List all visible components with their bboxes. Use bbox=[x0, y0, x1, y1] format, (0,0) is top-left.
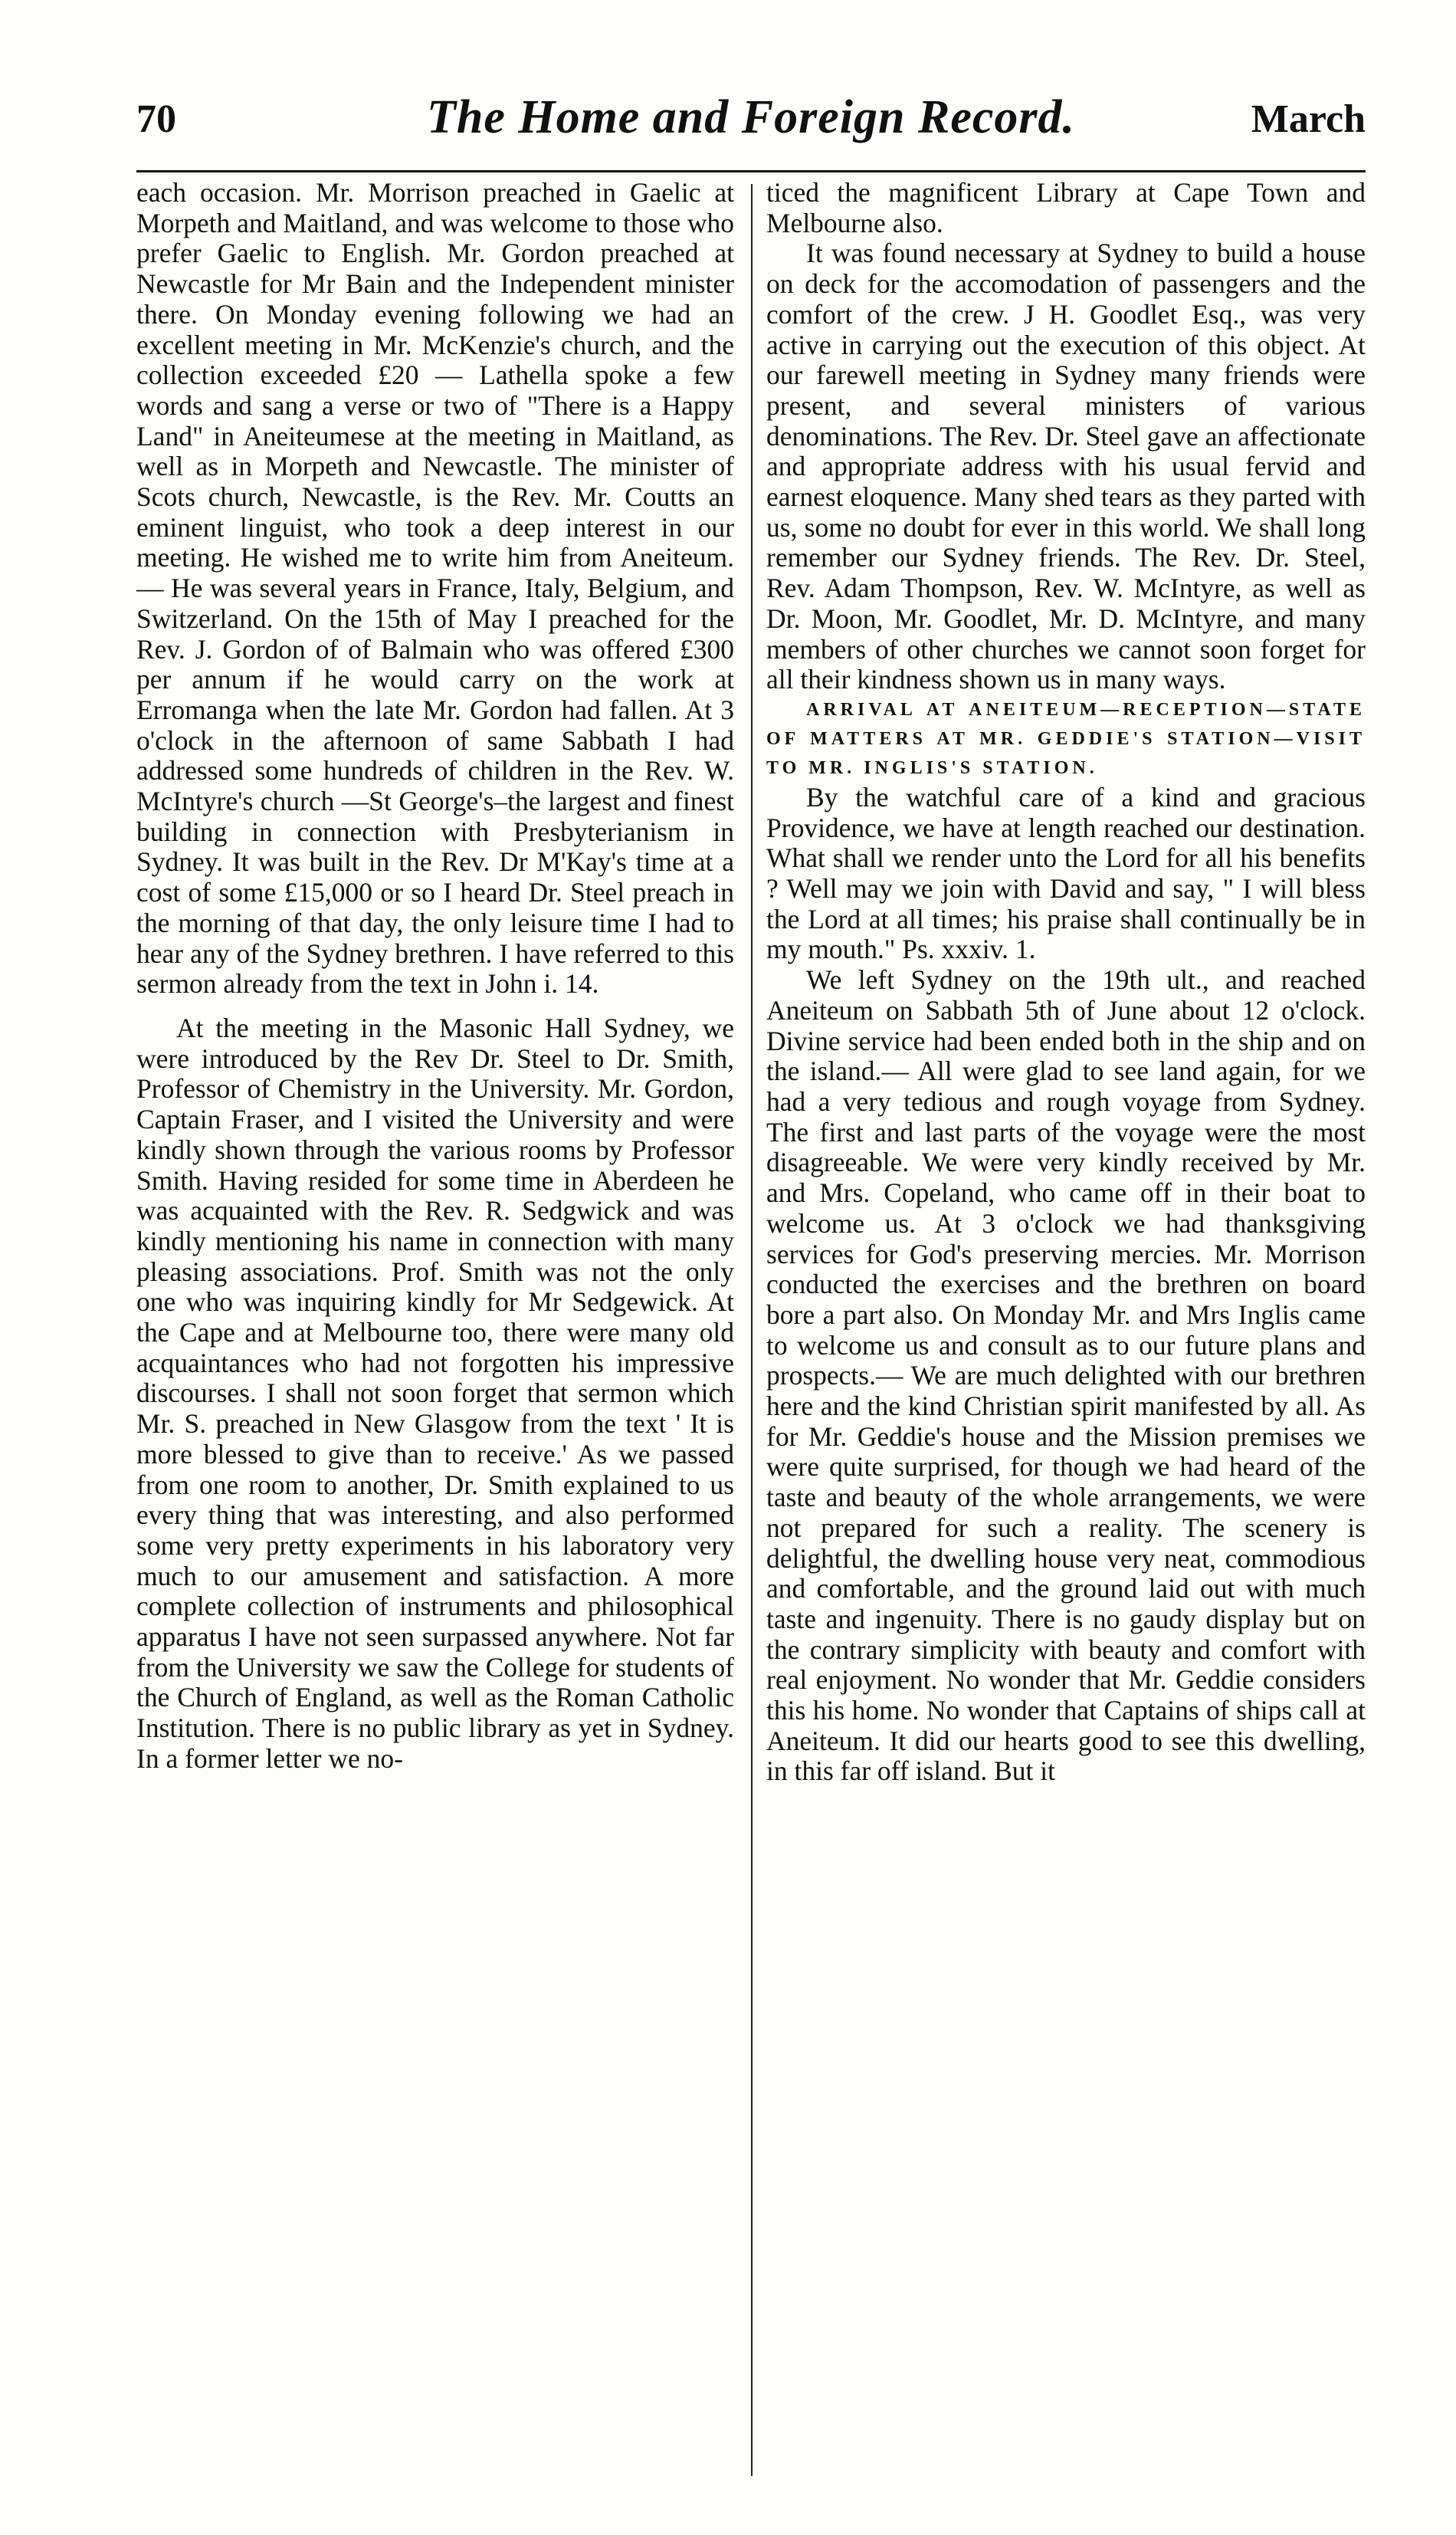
body-paragraph: each occasion. Mr. Morrison preached in Gaelic at Morpeth and Maitland, and was welcome to those who prefer Gaelic to English. Mr. Gordon preached at Newcastle for Mr Bain and the Independent minister there. On Monday evening following we had an excellent meeting in Mr. McKenzie's church, and the collection exceeded £20 — Lathella spoke a few words and sang a verse or two of "There is a Happy Land" in Aneiteumese at the meeting in Maitland, as well as in Morpeth and Newcastle. The minister of Scots church, Newcastle, is the Rev. Mr. Coutts an eminent linguist, who took a deep interest in our meeting. He wished me to write him from Aneiteum.— He was several years in France, Italy, Belgium, and Switzerland. On the 15th of May I preached for the Rev. J. Gordon of of Balmain who was offered £300 per annum if he would carry on the work at Erromanga when the late Mr. Gordon had fallen. At 3 o'clock in the afternoon of same Sabbath I had addressed some hundreds of children in the Rev. W. McIntyre's church —St George's–the largest and finest building in connection with Presbyterianism in Sydney. It was built in the Rev. Dr M'Kay's time at a cost of some £15,000 or so I heard Dr. Steel preach in the morning of that day, the only leisure time I had to hear any of the Sydney brethren. I have referred to this sermon already from the text in John i. 14. bbox=[136, 177, 734, 1000]
body-paragraph: We left Sydney on the 19th ult., and reached Aneiteum on Sabbath 5th of June about 12 o'clock. Divine service had been ended both in the ship and on the island.— All were glad to see land again, for we had a very tedious and rough voyage from Sydney. The first and last parts of the voyage were the most disagreeable. We were very kindly received by Mr. and Mrs. Copeland, who came off in their boat to welcome us. At 3 o'clock we had thanksgiving services for God's preserving mercies. Mr. Morrison conducted the exercises and the brethren on board bore a part also. On Monday Mr. and Mrs Inglis came to welcome us and consult as to our future plans and prospects.— We are much delighted with our brethren here and the kind Christian spirit manifested by all. As for Mr. Geddie's house and the Mission premises we were quite surprised, for though we had heard of the taste and beauty of the whole arrangements, we were not prepared for such a reality. The scenery is delightful, the dwelling house very neat, commodious and comfortable, and the ground laid out with much taste and ingenuity. There is no gaudy display but on the contrary simplicity with beauty and comfort with real enjoyment. No wonder that Mr. Geddie considers this his home. No wonder that Captains of ships call at Aneiteum. It did our hearts good to see this dwelling, in this far off island. But it bbox=[766, 964, 1366, 1787]
right-column bbox=[766, 178, 1366, 1787]
body-paragraph: It was found necessary at Sydney to build a house on deck for the accomodation of passengers and the comfort of the crew. J H. Goodlet Esq., was very active in carrying out the execution of this object. At our farewell meeting in Sydney many friends were present, and several ministers of various denominations. The Rev. Dr. Steel gave an affectionate and appropriate address with his usual fervid and earnest eloquence. Many shed tears as they parted with us, some no doubt for ever in this world. We shall long remember our Sydney friends. The Rev. Dr. Steel, Rev. Adam Thompson, Rev. W. McIntyre, as well as Dr. Moon, Mr. Goodlet, Mr. D. McIntyre, and many members of other churches we cannot soon forget for all their kindness shown us in many ways. bbox=[766, 238, 1366, 695]
section-heading: ARRIVAL AT ANEITEUM—RECEPTION—STATE OF MATTERS AT MR. GEDDIE'S STATION—VISIT TO MR. INGLIS'S STATION. bbox=[766, 699, 1366, 778]
journal-title: The Home and Foreign Record. bbox=[426, 91, 1076, 143]
issue-month: March bbox=[1251, 97, 1366, 141]
header-rule bbox=[136, 170, 1366, 172]
page-header bbox=[136, 90, 1366, 159]
page-number: 70 bbox=[136, 97, 176, 141]
left-column bbox=[136, 178, 734, 1775]
column-divider bbox=[751, 184, 753, 2476]
paragraph-gap bbox=[136, 1000, 734, 1013]
body-paragraph: ticed the magnificent Library at Cape Town and Melbourne also. bbox=[766, 177, 1366, 238]
body-paragraph: At the meeting in the Masonic Hall Sydney, we were introduced by the Rev Dr. Steel to Dr. Smith, Professor of Chemistry in the University. Mr. Gordon, Captain Fraser, and I visited the University and were kindly shown through the various rooms by Professor Smith. Having resided for some time in Aberdeen he was acquainted with the Rev. R. Sedgwick and was kindly mentioning his name in connection with many pleasing associations. Prof. Smith was not the only one who was inquiring kindly for Mr Sedgewick. At the Cape and at Melbourne too, there were many old acquaintances who had not forgotten his impressive discourses. I shall not soon forget that sermon which Mr. S. preached in New Glasgow from the text ' It is more blessed to give than to receive.' As we passed from one room to another, Dr. Smith explained to us every thing that was interesting, and also performed some very pretty experiments in his laboratory very much to our amusement and satisfaction. A more complete collection of instruments and philosophical apparatus I have not seen surpassed anywhere. Not far from the University we saw the College for students of the Church of England, as well as the Roman Catholic Institution. There is no public library as yet in Sydney. In a former letter we no- bbox=[136, 1012, 734, 1774]
body-paragraph: By the watchful care of a kind and gracious Providence, we have at length reached our destination. What shall we render unto the Lord for all his benefits ? Well may we join with David and say, " I will bless the Lord at all times; his praise shall continually be in my mouth." Ps. xxxiv. 1. bbox=[766, 781, 1366, 965]
